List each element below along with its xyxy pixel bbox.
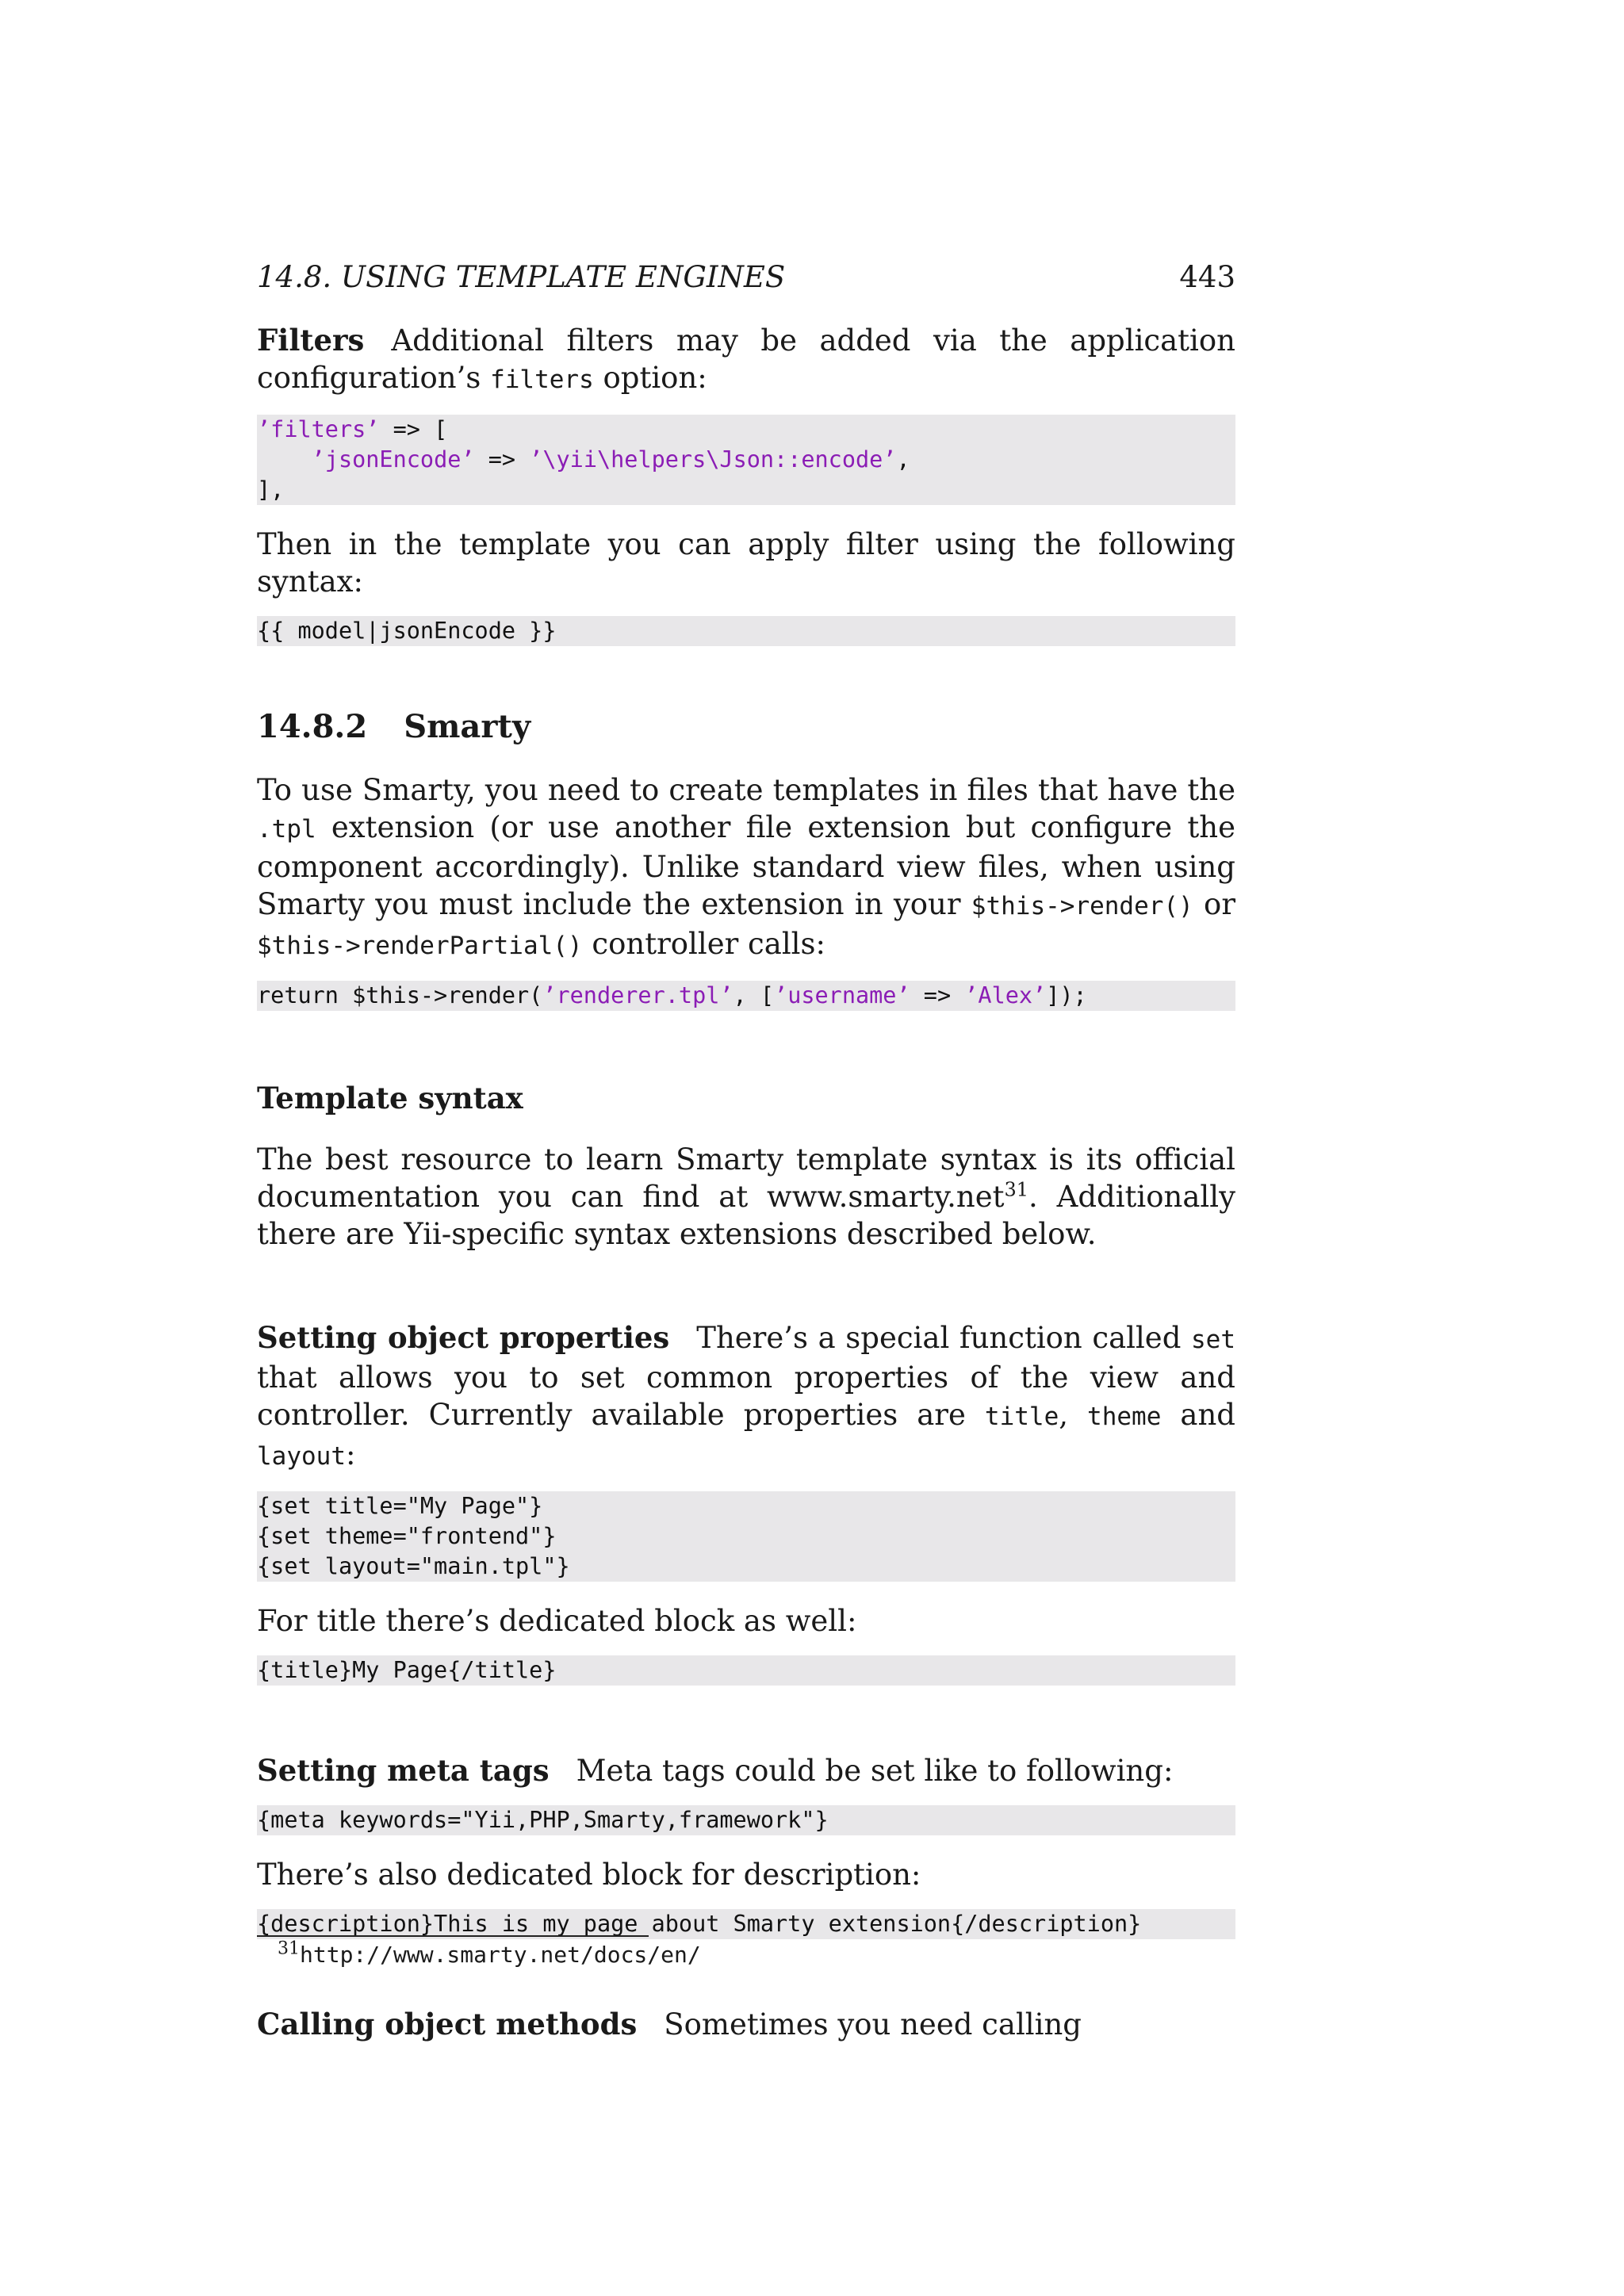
running-head-section: 14.8. USING TEMPLATE ENGINES bbox=[257, 260, 786, 294]
template-syntax-paragraph bbox=[257, 1141, 1235, 1253]
object-methods-paragraph bbox=[257, 2006, 1235, 2043]
section-heading-smarty bbox=[257, 706, 1235, 748]
inline-code-render-partial: $this->renderPartial() bbox=[257, 932, 583, 960]
set-properties-paragraph bbox=[257, 1319, 1235, 1475]
code-string: ’username’ bbox=[774, 982, 910, 1008]
inline-code-render: $this->render() bbox=[971, 892, 1193, 920]
filters-paragraph bbox=[257, 322, 1235, 399]
code-text: , bbox=[896, 446, 910, 473]
code-string: ’Alex’ bbox=[964, 982, 1047, 1008]
footnote-marker: 31 bbox=[1004, 1178, 1029, 1201]
inline-code-layout: layout bbox=[257, 1442, 346, 1471]
inline-code-theme: theme bbox=[1087, 1402, 1162, 1431]
subsection-heading-template-syntax: Template syntax bbox=[257, 1081, 523, 1115]
code-text: , [ bbox=[733, 982, 775, 1008]
description-block-intro: There’s also dedicated block for description: bbox=[257, 1858, 921, 1892]
set-text: that allows you to set common properties of the view and controller. Currently available properties are bbox=[257, 1360, 1235, 1432]
template-syntax-text: . Additionally there are Yii-specific syntax extensions described below. bbox=[257, 1180, 1235, 1251]
code-text: return $this->render( bbox=[257, 982, 543, 1008]
code-string: ’filters’ bbox=[257, 416, 380, 442]
meta-tags-paragraph bbox=[257, 1752, 1235, 1789]
section-number: 14.8.2 bbox=[257, 708, 368, 745]
code-block-set-properties: {set title="My Page"} {set theme="frontend"} {set layout="main.tpl"} bbox=[257, 1491, 1235, 1582]
smarty-text: controller calls: bbox=[582, 927, 825, 961]
filters-text: Additional filters may be added via the application configuration’s bbox=[257, 323, 1235, 395]
meta-tags-runin-heading: Setting meta tags bbox=[257, 1753, 550, 1788]
inline-code-tpl: .tpl bbox=[257, 815, 316, 844]
set-properties-runin-heading: Setting object properties bbox=[257, 1320, 670, 1355]
code-text: => bbox=[910, 982, 965, 1008]
smarty-text: extension (or use another file extension but configure the component accordingly). Unlike standard view files, when using Smarty you must include the extension in your bbox=[257, 810, 1235, 921]
code-block-render-call bbox=[257, 981, 1235, 1011]
footnote bbox=[278, 1939, 701, 1971]
section-title: Smarty bbox=[404, 708, 531, 745]
code-string: ’jsonEncode’ bbox=[311, 446, 475, 473]
page-body bbox=[257, 258, 1235, 2043]
footnote-number: 31 bbox=[278, 1938, 300, 1959]
inline-code-title: title bbox=[984, 1402, 1059, 1431]
meta-text: Meta tags could be set like to following: bbox=[576, 1754, 1174, 1788]
set-text: There’s a special function called bbox=[696, 1321, 1191, 1355]
code-text: => [ bbox=[379, 416, 448, 442]
set-text: , bbox=[1059, 1398, 1088, 1432]
code-block-title: {title}My Page{/title} bbox=[257, 1655, 1235, 1686]
smarty-intro-paragraph bbox=[257, 771, 1235, 965]
code-block-meta: {meta keywords="Yii,PHP,Smarty,framework"} bbox=[257, 1805, 1235, 1835]
object-methods-runin-heading: Calling object methods bbox=[257, 2007, 638, 2042]
inline-code-filters: filters bbox=[490, 365, 594, 394]
code-indent bbox=[257, 446, 312, 473]
set-text: : bbox=[345, 1437, 356, 1471]
code-string: ’renderer.tpl’ bbox=[542, 982, 733, 1008]
code-block-filters-config bbox=[257, 415, 1235, 505]
filters-runin-heading: Filters bbox=[257, 323, 365, 358]
page-number: 443 bbox=[1179, 260, 1235, 294]
set-text: and bbox=[1161, 1398, 1235, 1432]
smarty-text: To use Smarty, you need to create templates in files that have the bbox=[257, 773, 1235, 807]
code-text: => bbox=[474, 446, 530, 473]
running-head bbox=[257, 258, 1235, 297]
title-block-intro: For title there’s dedicated block as well: bbox=[257, 1604, 857, 1638]
filters-text-end: option: bbox=[593, 361, 707, 395]
template-syntax-text: The best resource to learn Smarty template syntax is its official documentation you can find at www.smarty.net bbox=[257, 1142, 1235, 1214]
inline-code-set: set bbox=[1191, 1326, 1235, 1354]
code-string: ’\yii\helpers\Json::encode’ bbox=[529, 446, 897, 473]
methods-text: Sometimes you need calling bbox=[664, 2007, 1082, 2042]
filter-syntax-intro: Then in the template you can apply filter using the following syntax: bbox=[257, 527, 1235, 599]
footnote-url: http://www.smarty.net/docs/en/ bbox=[300, 1942, 701, 1968]
code-block-filter-apply: {{ model|jsonEncode }} bbox=[257, 616, 1235, 646]
code-text: ]); bbox=[1046, 982, 1087, 1008]
footnote-rule bbox=[257, 1935, 649, 1937]
code-block-description: {description}This is my page about Smarty extension{/description} bbox=[257, 1909, 1235, 1939]
code-text: ], bbox=[257, 476, 285, 503]
smarty-text: or bbox=[1193, 887, 1236, 921]
